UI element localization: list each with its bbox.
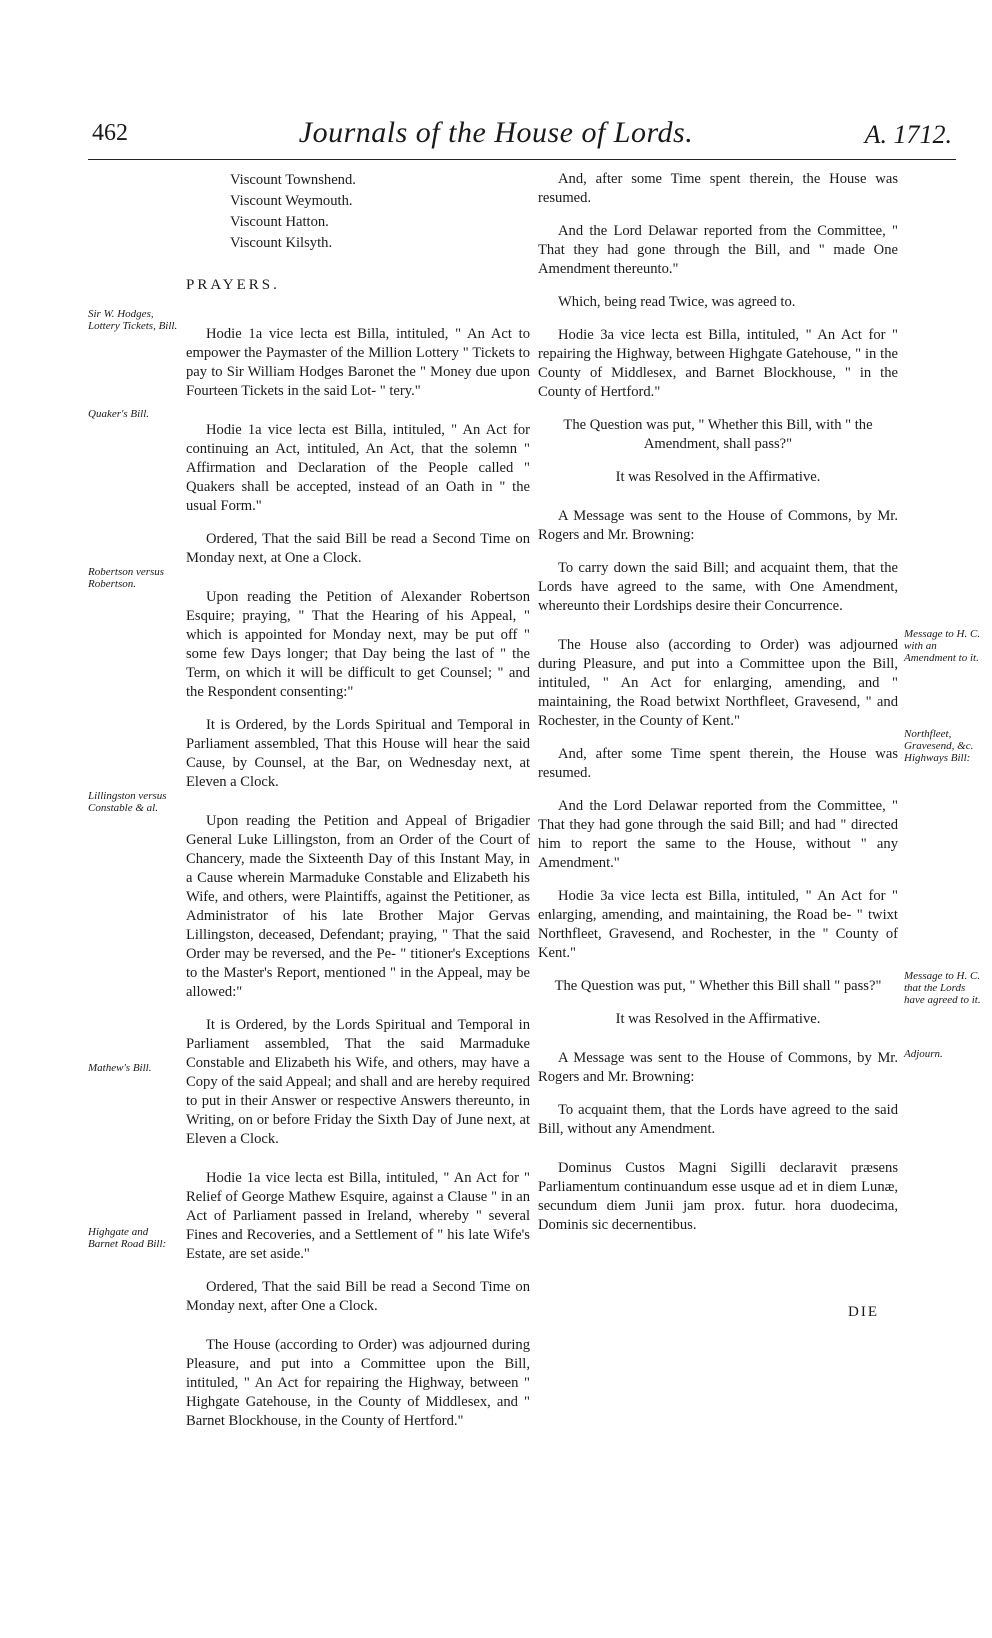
paragraph-acquaint: To acquaint them, that the Lords have agreed to the said Bill, without any Amendment. bbox=[538, 1102, 898, 1137]
paragraph-northfleet-committee: The House also (according to Order) was adjourned during Pleasure, and put into a Committee upon the Bill, intituled, " An Act for enlarging, amending, and " maintaining, the Road betwixt Northfleet, Gravesend, " and Rochester, in the County of Kent." bbox=[538, 637, 898, 729]
header-rule bbox=[88, 159, 956, 160]
paragraph-adjournment: Dominus Custos Magni Sigilli declaravit præsens Parliamentum continuandum esse usque ad et in diem Lunæ, secundum diem Junii jam prox. futur. hora duodecima, Dominis sic decernentibus. bbox=[538, 1160, 898, 1233]
paragraph-question-put-2: The Question was put, " Whether this Bill shall " pass?" bbox=[554, 978, 882, 994]
paragraph-delawar-report-2: And the Lord Delawar reported from the Committee, " That they had gone through the said Bill; and had " directed him to report the same to the House, without " any Amendment." bbox=[538, 798, 898, 871]
paragraph-hodges-bill: Hodie 1a vice lecta est Billa, intituled, " An Act to empower the Paymaster of the Million Lottery " Tickets to pay to Sir William Hodges Baronet the " Money due upon Fourteen Tickets in the said Lot- " tery." bbox=[186, 326, 530, 399]
catchword: DIE bbox=[848, 1304, 879, 1320]
margin-note-quakers: Quaker's Bill. bbox=[88, 408, 150, 420]
paragraph-carry-down: To carry down the said Bill; and acquaint them, that the Lords have agreed to the same, with One Amendment, whereunto their Lordships desire their Concurrence. bbox=[538, 560, 898, 614]
paragraph-robertson-order: It is Ordered, by the Lords Spiritual and Temporal in Parliament assembled, That this House will hear the said Cause, by Counsel, at the Bar, on Wednesday next, at Eleven a Clock. bbox=[186, 717, 530, 790]
paragraph-robertson-petition: Upon reading the Petition of Alexander Robertson Esquire; praying, " That the Hearing of his Appeal, " which is appointed for Monday next, may be put off " some few Days longer; that Day being the last of " the Term, on which it will be difficult to get Counsel; " and the Respondent consenting:" bbox=[186, 589, 530, 700]
paragraph-resolved: It was Resolved in the Affirmative. bbox=[615, 469, 821, 485]
paragraph-mathew-order: Ordered, That the said Bill be read a Second Time on Monday next, after One a Clock. bbox=[186, 1279, 530, 1314]
margin-note-mathew: Mathew's Bill. bbox=[88, 1062, 152, 1074]
paragraph-quakers-bill: Hodie 1a vice lecta est Billa, intituled, " An Act for continuing an Act, intituled, An Act, that the solemn " Affirmation and Declaration of the People called " Quakers shall be accepted, instead of an Oath in " the usual Form." bbox=[186, 422, 530, 514]
left-column bbox=[186, 170, 530, 1445]
paragraph-highgate-committee: The House (according to Order) was adjourned during Pleasure, and put into a Committee upon the Bill, intituled, " An Act for repairing the Highway, between " Highgate Gatehouse, in the County of Middlesex, and " Barnet Blockhouse, in the County of Hertford." bbox=[186, 1337, 530, 1429]
viscount-entry: Viscount Townshend. bbox=[230, 172, 356, 188]
right-column bbox=[538, 170, 898, 1249]
prayers-heading: PRAYERS. bbox=[186, 277, 280, 293]
margin-note-highgate: Highgate and Barnet Road Bill: bbox=[88, 1226, 167, 1250]
paragraph-quakers-order: Ordered, That the said Bill be read a Second Time on Monday next, at One a Clock. bbox=[186, 531, 530, 566]
paragraph-read-twice: Which, being read Twice, was agreed to. bbox=[558, 294, 796, 310]
year-label: A. 1712. bbox=[864, 120, 952, 149]
page-number: 462 bbox=[92, 120, 128, 146]
page-header bbox=[0, 112, 992, 162]
margin-note-hodges: Sir W. Hodges, Lottery Tickets, Bill. bbox=[88, 308, 178, 332]
margin-note-lillingston: Lillingston versus Constable & al. bbox=[88, 790, 167, 814]
paragraph-highgate-third-reading: Hodie 3a vice lecta est Billa, intituled, " An Act for " repairing the Highway, between Highgate Gatehouse, " in the County of Middlesex, and Barnet Blockhouse, " in the County of Hertford." bbox=[538, 327, 898, 400]
paragraph-house-resumed: And, after some Time spent therein, the House was resumed. bbox=[538, 171, 898, 206]
margin-note-message-agreed: Message to H. C. that the Lords have agreed to it. bbox=[904, 970, 981, 1006]
paragraph-question-put: The Question was put, " Whether this Bill, with " the Amendment, shall pass?" bbox=[563, 417, 873, 452]
paragraph-delawar-report: And the Lord Delawar reported from the Committee, " That they had gone through the Bill, and " made One Amendment thereunto." bbox=[538, 223, 898, 277]
margin-note-adjourn: Adjourn. bbox=[904, 1048, 943, 1060]
margin-note-robertson: Robertson versus Robertson. bbox=[88, 566, 165, 590]
margin-note-northfleet: Northfleet, Gravesend, &c. Highways Bill: bbox=[904, 728, 974, 764]
paragraph-lillingston-petition: Upon reading the Petition and Appeal of Brigadier General Luke Lillingston, from an Order of the Court of Chancery, made the Sixteenth Day of this Instant May, in a Cause wherein Marmaduke Constable and Elizabeth his Wife, and others, were Plaintiffs, against the Petitioner, as Administrator of his late Brother Major Gervas Lillingston, deceased, Defendant; praying, " That the said Order may be reversed, and the Pe- " titioner's Exceptions to the Master's Report, mentioned " in the Appeal, may be allowed:" bbox=[186, 813, 530, 1000]
viscount-entry: Viscount Weymouth. bbox=[230, 193, 353, 209]
paragraph-resolved-2: It was Resolved in the Affirmative. bbox=[615, 1011, 821, 1027]
paragraph-northfleet-third-reading: Hodie 3a vice lecta est Billa, intituled, " An Act for " enlarging, amending, and maintaining, the Road be- " twixt Northfleet, Gravesend, and Rochester, in the " County of Kent." bbox=[538, 888, 898, 961]
paragraph-mathew-bill: Hodie 1a vice lecta est Billa, intituled, " An Act for " Relief of George Mathew Esquire, against a Clause " in an Act of Parliament passed in Ireland, whereby " several Fines and Recoveries, and a Settlement of " his late Wife's Estate, are set aside." bbox=[186, 1170, 530, 1262]
viscount-entry: Viscount Hatton. bbox=[230, 214, 329, 230]
paragraph-message-commons-2: A Message was sent to the House of Commons, by Mr. Rogers and Mr. Browning: bbox=[538, 1050, 898, 1085]
paragraph-message-commons: A Message was sent to the House of Commons, by Mr. Rogers and Mr. Browning: bbox=[538, 508, 898, 543]
viscount-list bbox=[186, 170, 530, 254]
paragraph-lillingston-order: It is Ordered, by the Lords Spiritual and Temporal in Parliament assembled, That the said Marmaduke Constable and Elizabeth his Wife, and others, may have a Copy of the said Appeal; and shall and are hereby required to put in their Answer or respective Answers thereunto, in Writing, on or before Friday the Sixth Day of June next, at Eleven a Clock. bbox=[186, 1017, 530, 1147]
journal-title: Journals of the House of Lords. bbox=[298, 116, 694, 149]
margin-note-message-amendment: Message to H. C. with an Amendment to it. bbox=[904, 628, 981, 664]
viscount-entry: Viscount Kilsyth. bbox=[230, 235, 333, 251]
paragraph-house-resumed-2: And, after some Time spent therein, the House was resumed. bbox=[538, 746, 898, 781]
